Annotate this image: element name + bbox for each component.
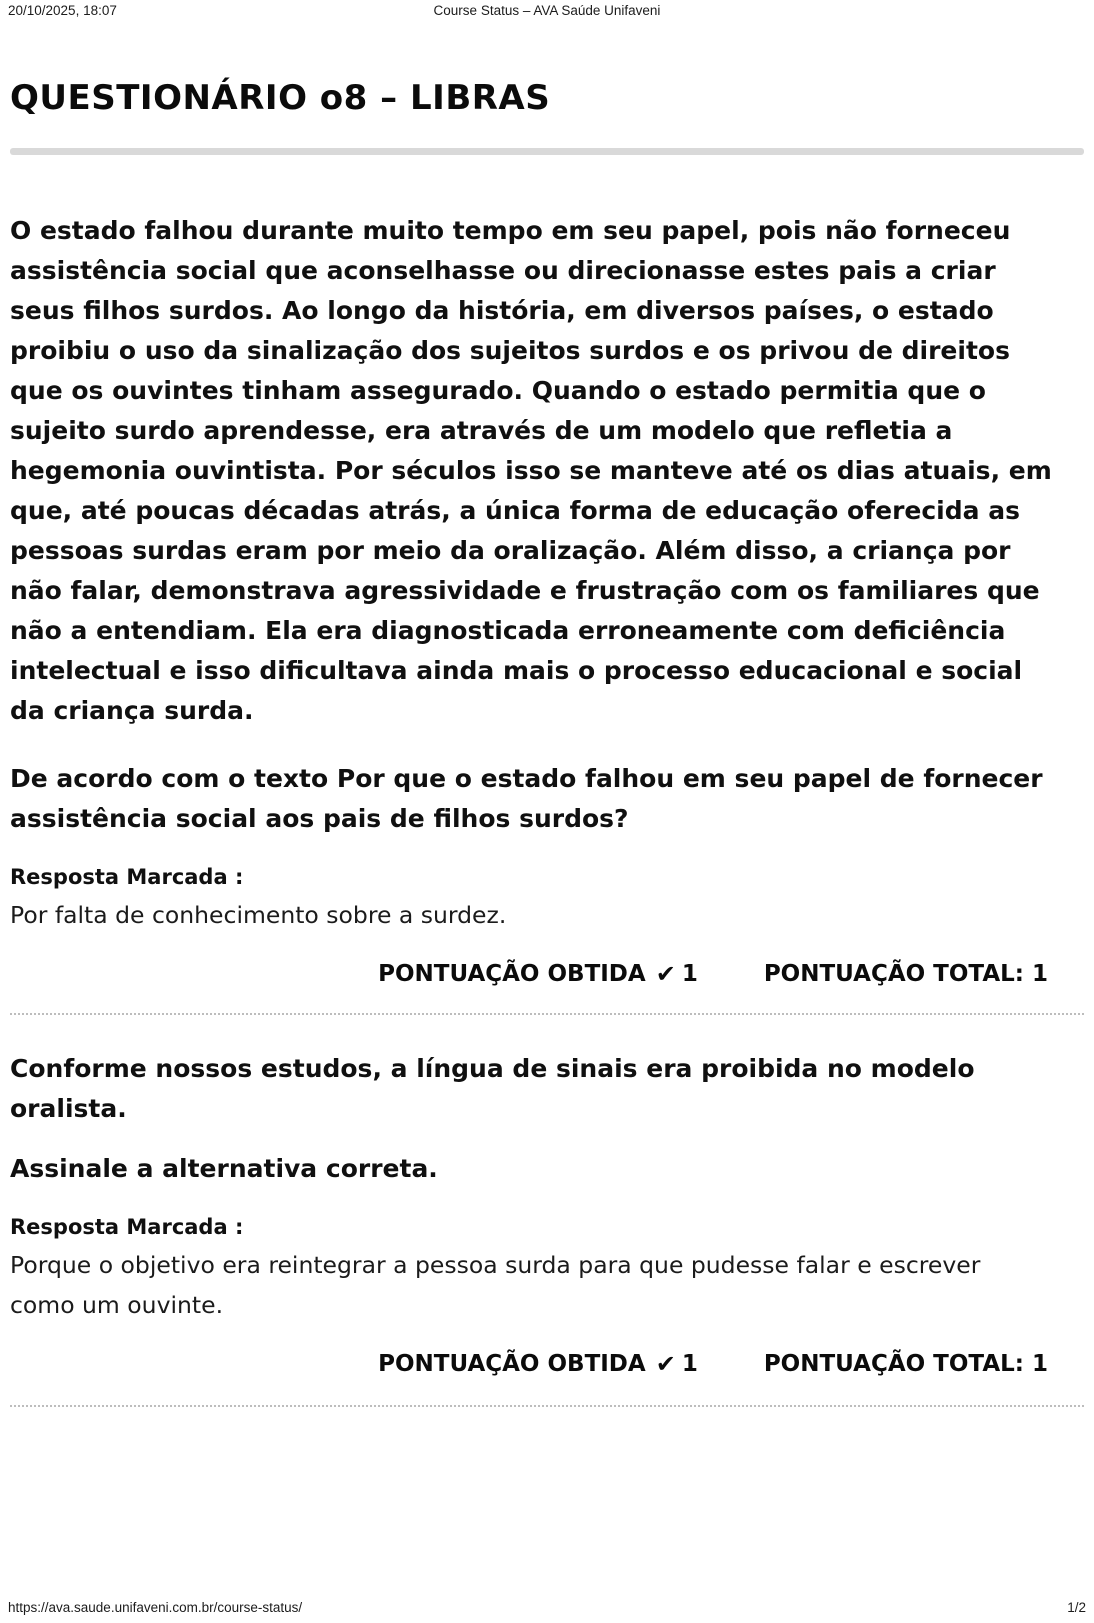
print-header	[8, 3, 1086, 23]
score-obtained	[378, 961, 698, 987]
answer-label: Resposta Marcada :	[10, 1215, 244, 1239]
question-passage: O estado falhou durante muito tempo em seu papel, pois não forneceu assistência social que aconselhasse ou direcionasse estes pais a criar seus filhos surdos. Ao longo da história, em diversos países, o estado proibiu o uso da sinalização dos sujeitos surdos e os privou de direitos que os ouvintes tinham assegurado. Quando o estado permitia que o sujeito surdo aprendesse, era através de um modelo que refletia a hegemonia ouvintista. Por séculos isso se manteve até os dias atuais, em que, até poucas décadas atrás, a única forma de educação oferecida as pessoas surdas eram por meio da oralização. Além disso, a criança por não falar, demonstrava agressividade e frustração com os familiares que não a entendiam. Ela era diagnosticada erroneamente com deficiência intelectual e isso dificultava ainda mais o processo educacional e social da criança surda.	[10, 216, 1052, 725]
question-statement: Conforme nossos estudos, a língua de sinais era proibida no modelo oralista.	[10, 1054, 975, 1123]
title-divider	[10, 148, 1084, 155]
score-obtained-value: 1	[681, 1351, 698, 1377]
page-content	[10, 78, 1084, 1407]
score-obtained-label: PONTUAÇÃO OBTIDA	[378, 1351, 646, 1377]
footer-url: https://ava.saude.unifaveni.com.br/course-status/	[8, 1600, 303, 1615]
footer-page-number: 1/2	[1067, 1600, 1086, 1615]
score-row	[10, 961, 1084, 987]
score-obtained-label: PONTUAÇÃO OBTIDA	[378, 961, 646, 987]
score-row	[10, 1351, 1084, 1377]
question-text: De acordo com o texto Por que o estado falhou em seu papel de fornecer assistência social aos pais de filhos surdos?	[10, 764, 1043, 833]
answer-label: Resposta Marcada :	[10, 865, 244, 889]
answer-text: Por falta de conhecimento sobre a surdez.	[10, 901, 507, 929]
print-footer	[8, 1597, 1086, 1615]
print-datetime: 20/10/2025, 18:07	[8, 3, 117, 18]
score-total-label: PONTUAÇÃO TOTAL: 1	[763, 961, 1048, 987]
check-icon: ✔	[655, 1350, 676, 1378]
check-icon: ✔	[655, 960, 676, 988]
answer-text: Porque o objetivo era reintegrar a pessoa surda para que pudesse falar e escrever como um ouvinte.	[10, 1251, 981, 1319]
dotted-divider	[10, 1405, 1084, 1407]
question-block-1	[10, 211, 1084, 987]
score-total-label: PONTUAÇÃO TOTAL: 1	[763, 1351, 1048, 1377]
page-title: QUESTIONÁRIO o8 – LIBRAS	[10, 78, 551, 118]
score-obtained	[378, 1351, 698, 1377]
question-block-2	[10, 1049, 1084, 1377]
dotted-divider	[10, 1013, 1084, 1015]
question-instruction: Assinale a alternativa correta.	[10, 1154, 438, 1183]
score-obtained-value: 1	[681, 961, 698, 987]
print-doc-title: Course Status – AVA Saúde Unifaveni	[433, 3, 661, 18]
